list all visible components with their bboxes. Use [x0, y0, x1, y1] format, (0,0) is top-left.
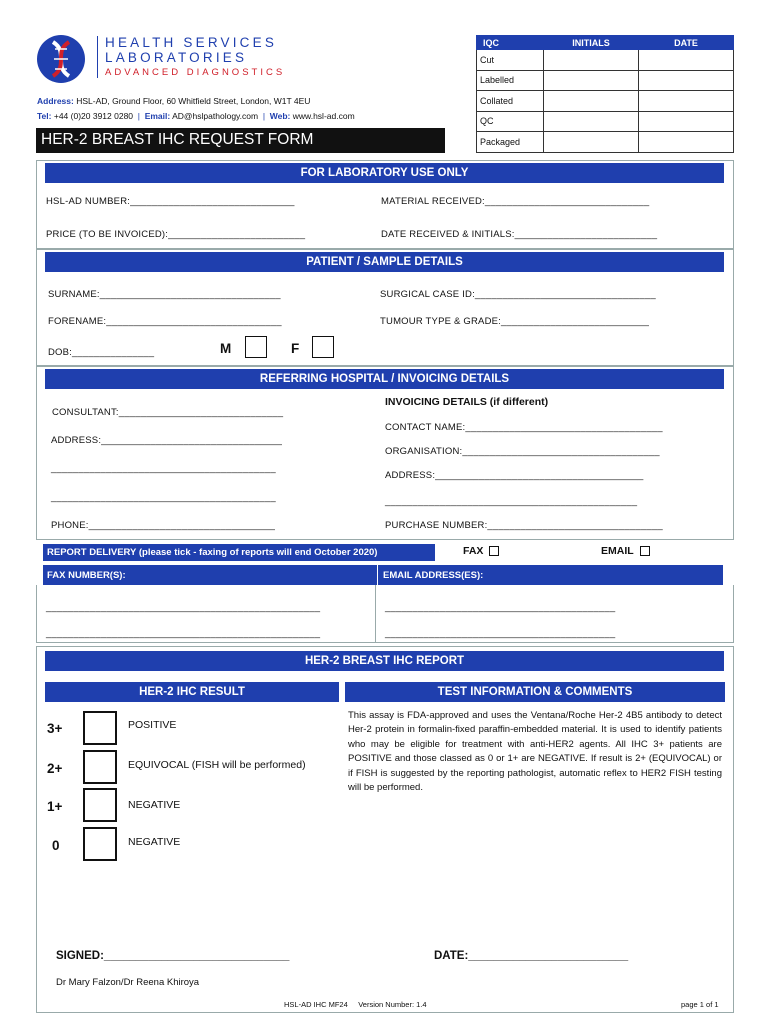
- fax-number-line-1[interactable]: __________________________________________________: [46, 602, 321, 613]
- org-name-line2: LABORATORIES: [105, 50, 248, 65]
- tel-value: +44 (0)20 3912 0280: [53, 111, 134, 121]
- hsl-number-field[interactable]: HSL-AD NUMBER:______________________________: [46, 196, 295, 207]
- score-0-checkbox[interactable]: [83, 827, 117, 861]
- email-label: EMAIL: [601, 545, 634, 557]
- date-received-field[interactable]: DATE RECEIVED & INITIALS:__________________________: [381, 229, 658, 240]
- qc-cell[interactable]: [544, 50, 639, 71]
- invoicing-address-field[interactable]: ADDRESS:______________________________________: [385, 470, 644, 481]
- qc-table: [476, 35, 734, 153]
- email-addresses-header: EMAIL ADDRESS(ES):: [378, 565, 723, 585]
- address-value: HSL-AD, Ground Floor, 60 Whitfield Street, London, W1T 4EU: [76, 96, 311, 106]
- female-label: F: [291, 341, 300, 356]
- qc-cell[interactable]: [639, 132, 734, 153]
- qc-row-collated: Collated: [477, 91, 544, 112]
- qc-header-date: DATE: [639, 36, 734, 50]
- score-1plus: 1+: [47, 799, 63, 814]
- score-3plus-checkbox[interactable]: [83, 711, 117, 745]
- referring-title: REFERRING HOSPITAL / INVOICING DETAILS: [45, 369, 724, 389]
- qc-cell[interactable]: [639, 70, 734, 91]
- signatories: Dr Mary Falzon/Dr Reena Khiroya: [56, 977, 200, 988]
- form-title: HER-2 BREAST IHC REQUEST FORM: [36, 128, 445, 153]
- email-line-2[interactable]: __________________________________________: [385, 628, 616, 639]
- web-label: Web:: [269, 111, 291, 121]
- qc-cell[interactable]: [544, 91, 639, 112]
- score-2plus-text: EQUIVOCAL (FISH will be performed): [128, 759, 306, 771]
- org-name-line3: ADVANCED DIAGNOSTICS: [105, 67, 286, 78]
- fax-number-line-2[interactable]: __________________________________________________: [46, 628, 321, 639]
- address-field[interactable]: ADDRESS:_________________________________: [51, 435, 283, 446]
- fax-label: FAX: [463, 545, 484, 557]
- qc-row-packaged: Packaged: [477, 132, 544, 153]
- qc-cell[interactable]: [544, 132, 639, 153]
- signed-field[interactable]: SIGNED:_____________________________: [56, 950, 290, 962]
- version-number: Version Number: 1.4: [358, 1000, 427, 1009]
- footer-code: [284, 1000, 427, 1009]
- surgical-case-field[interactable]: SURGICAL CASE ID:_________________________________: [380, 289, 656, 300]
- phone-field[interactable]: PHONE:__________________________________: [51, 520, 276, 531]
- page-number: page 1 of 1: [681, 1000, 719, 1009]
- score-0-text: NEGATIVE: [128, 836, 181, 848]
- report-delivery-label: REPORT DELIVERY (please tick - faxing of reports will end October 2020): [43, 544, 435, 561]
- score-1plus-text: NEGATIVE: [128, 799, 181, 811]
- address-line-2[interactable]: _________________________________________: [51, 492, 276, 503]
- score-0: 0: [52, 838, 60, 853]
- score-3plus: 3+: [47, 721, 63, 736]
- purchase-number-field[interactable]: PURCHASE NUMBER:________________________________: [385, 520, 663, 531]
- material-received-field[interactable]: MATERIAL RECEIVED:______________________________: [381, 196, 650, 207]
- web-value: www.hsl-ad.com: [292, 111, 355, 121]
- lab-use-title: FOR LABORATORY USE ONLY: [45, 163, 724, 183]
- qc-row-cut: Cut: [477, 50, 544, 71]
- organisation-field[interactable]: ORGANISATION:____________________________________: [385, 446, 660, 457]
- address-label: Address:: [37, 96, 74, 106]
- fax-option: [463, 545, 483, 557]
- fax-checkbox[interactable]: [489, 546, 499, 556]
- male-label: M: [220, 341, 232, 356]
- qc-cell[interactable]: [639, 91, 734, 112]
- dob-field[interactable]: DOB:_______________: [48, 347, 155, 358]
- contact-name-field[interactable]: CONTACT NAME:____________________________________: [385, 422, 663, 433]
- contact-line: Tel: +44 (0)20 3912 0280 | Email: AD@hslpathology.com | Web: www.hsl-ad.com: [37, 111, 355, 121]
- consultant-field[interactable]: CONSULTANT:______________________________: [52, 407, 284, 418]
- score-1plus-checkbox[interactable]: [83, 788, 117, 822]
- email-line-1[interactable]: __________________________________________: [385, 602, 616, 613]
- logo: [36, 34, 86, 84]
- info-text: This assay is FDA-approved and uses the Ventana/Roche Her-2 4B5 antibody to detect Her-2 protein in formalin-fixed paraffin-embedded material. It is used to identify patients who may be eligible for treatment with anti-HER2 agents. All IHC 3+ patients are POSITIVE and those classed as 0 or 1+ are NEGATIVE. If result is 2+ (EQUIVOCAL) or if FISH is suggested by the reporting pathologist, automatic reflex to HER2 FISH testing will be performed.: [348, 710, 722, 794]
- patient-title: PATIENT / SAMPLE DETAILS: [45, 252, 724, 272]
- price-field[interactable]: PRICE (TO BE INVOICED):_________________________: [46, 229, 306, 240]
- form-code: HSL-AD IHC MF24: [284, 1000, 348, 1009]
- email-option: [601, 545, 634, 557]
- qc-cell[interactable]: [639, 111, 734, 132]
- qc-cell[interactable]: [544, 111, 639, 132]
- qc-header-iqc: IQC: [477, 36, 544, 50]
- delivery-divider: [375, 585, 376, 643]
- address-line-1[interactable]: _________________________________________: [51, 463, 276, 474]
- date-field[interactable]: DATE:_________________________: [434, 950, 629, 962]
- result-title: HER-2 IHC RESULT: [45, 682, 339, 702]
- female-checkbox[interactable]: [312, 336, 334, 358]
- email-checkbox[interactable]: [640, 546, 650, 556]
- fax-numbers-header: FAX NUMBER(S):: [43, 565, 377, 585]
- surname-field[interactable]: SURNAME:_________________________________: [48, 289, 281, 300]
- qc-cell[interactable]: [544, 70, 639, 91]
- invoicing-address-line[interactable]: ______________________________________________: [385, 496, 638, 507]
- score-2plus: 2+: [47, 761, 63, 776]
- invoicing-title: INVOICING DETAILS (if different): [385, 396, 549, 408]
- qc-cell[interactable]: [639, 50, 734, 71]
- male-checkbox[interactable]: [245, 336, 267, 358]
- email-value: AD@hslpathology.com: [172, 111, 259, 121]
- qc-row-qc: QC: [477, 111, 544, 132]
- tel-label: Tel:: [37, 111, 52, 121]
- email-label: Email:: [144, 111, 171, 121]
- org-name-line1: HEALTH SERVICES: [105, 35, 278, 50]
- score-2plus-checkbox[interactable]: [83, 750, 117, 784]
- score-3plus-text: POSITIVE: [128, 719, 177, 731]
- qc-row-labelled: Labelled: [477, 70, 544, 91]
- info-title: TEST INFORMATION & COMMENTS: [345, 682, 725, 702]
- report-title: HER-2 BREAST IHC REPORT: [45, 651, 724, 671]
- qc-header-initials: INITIALS: [544, 36, 639, 50]
- tumour-field[interactable]: TUMOUR TYPE & GRADE:___________________________: [380, 316, 650, 327]
- forename-field[interactable]: FORENAME:________________________________: [48, 316, 282, 327]
- address-line: [37, 96, 310, 106]
- logo-divider: [97, 36, 98, 78]
